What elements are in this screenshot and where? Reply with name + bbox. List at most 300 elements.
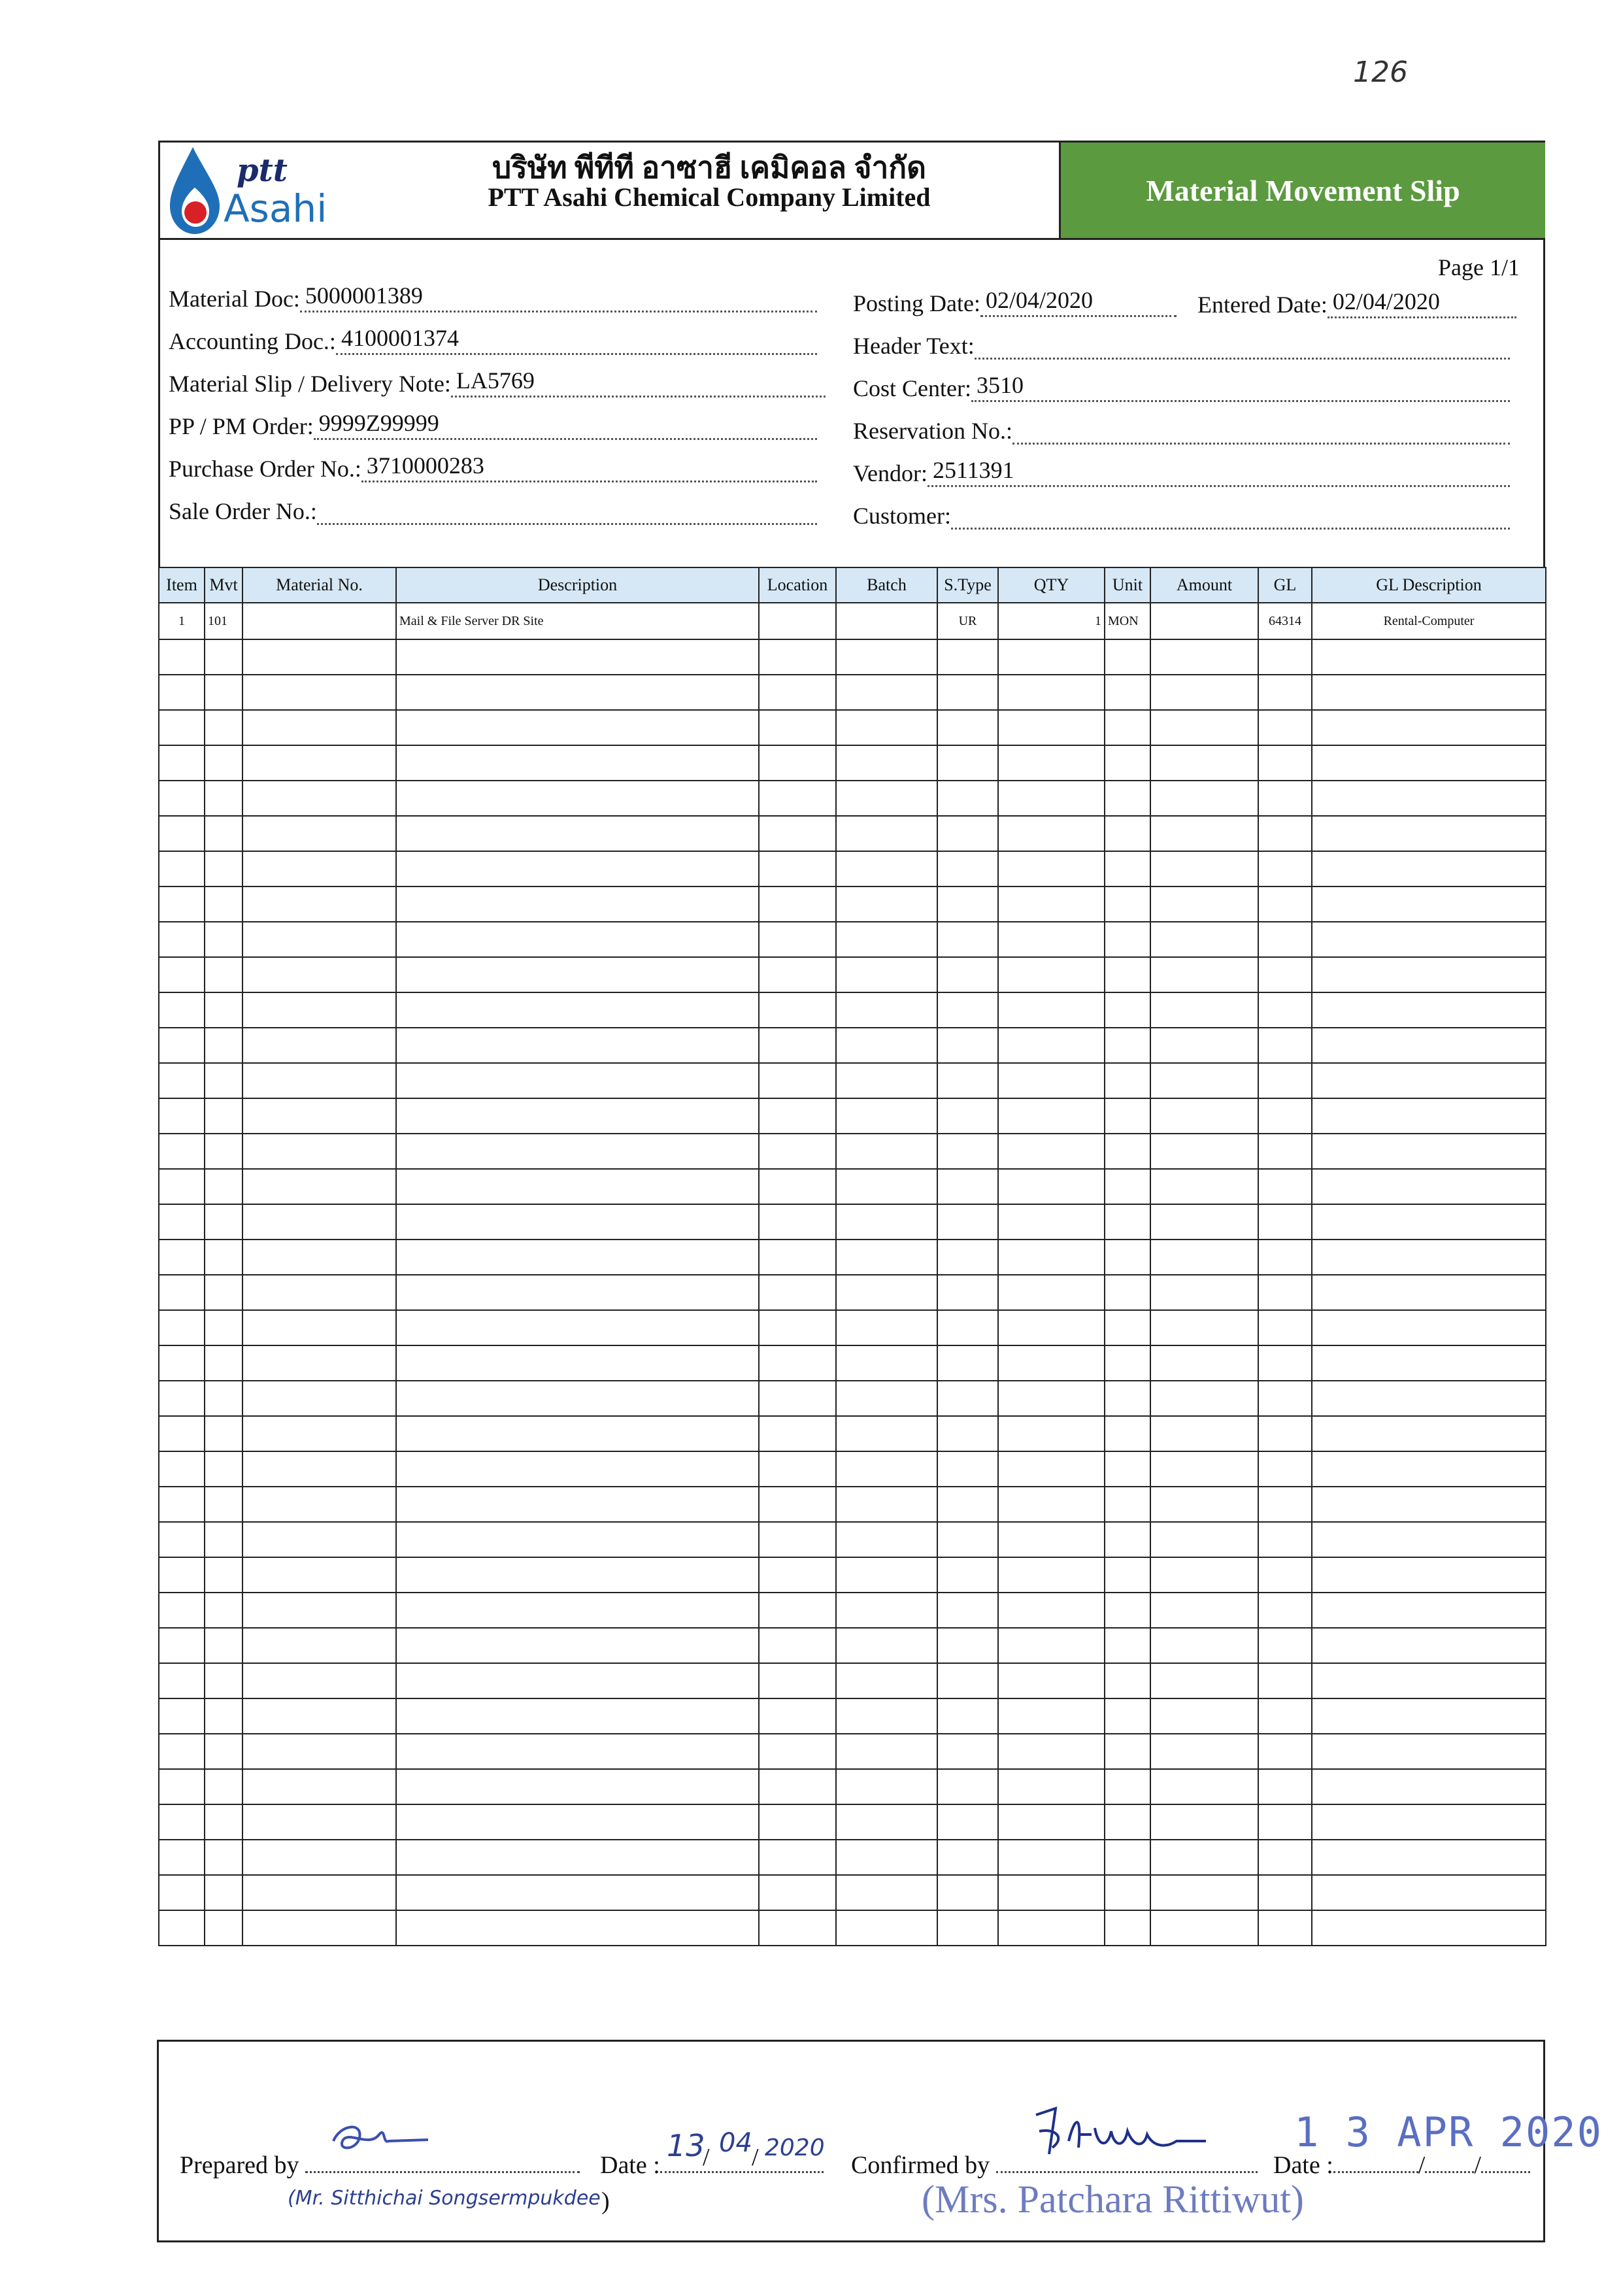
vendor-field: Vendor: 2511391 bbox=[853, 454, 1510, 487]
table-cell bbox=[396, 851, 759, 886]
table-cell bbox=[205, 1134, 242, 1169]
table-cell bbox=[759, 710, 836, 745]
table-cell bbox=[759, 1204, 836, 1240]
table-header-row bbox=[159, 567, 1546, 603]
table-cell bbox=[836, 1628, 937, 1663]
purchase-order-field: Purchase Order No.: 3710000283 bbox=[169, 450, 817, 482]
table-row bbox=[159, 1698, 1546, 1734]
table-cell bbox=[159, 1204, 205, 1240]
table-cell bbox=[937, 1804, 998, 1840]
table-cell bbox=[1150, 639, 1258, 675]
table-cell bbox=[937, 1910, 998, 1946]
table-cell bbox=[998, 1557, 1105, 1593]
table-cell bbox=[759, 1487, 836, 1522]
table-cell bbox=[1258, 1345, 1312, 1381]
table-cell bbox=[1150, 1875, 1258, 1910]
table-cell bbox=[205, 957, 242, 992]
table-cell bbox=[1258, 1240, 1312, 1275]
table-cell bbox=[937, 1098, 998, 1134]
table-row bbox=[159, 1204, 1546, 1240]
col-unit: Unit bbox=[1105, 567, 1150, 603]
table-cell bbox=[1312, 1345, 1546, 1381]
table-cell bbox=[396, 675, 759, 710]
table-cell bbox=[1258, 1522, 1312, 1557]
table-cell bbox=[836, 992, 937, 1028]
table-cell bbox=[1105, 992, 1150, 1028]
table-cell bbox=[1150, 1593, 1258, 1628]
table-cell bbox=[836, 957, 937, 992]
table-cell bbox=[396, 1310, 759, 1345]
table-cell bbox=[1150, 1840, 1258, 1875]
table-row bbox=[159, 1628, 1546, 1663]
table-cell bbox=[159, 1416, 205, 1451]
col-batch: Batch bbox=[836, 567, 937, 603]
prepared-date-month: 04 bbox=[719, 2128, 752, 2158]
table-cell bbox=[1258, 1381, 1312, 1416]
table-cell bbox=[998, 1381, 1105, 1416]
table-cell bbox=[396, 922, 759, 957]
table-row bbox=[159, 1169, 1546, 1204]
table-cell bbox=[205, 1275, 242, 1310]
delivery-note-field: Material Slip / Delivery Note: LA5769 bbox=[169, 365, 826, 397]
table-cell bbox=[998, 1593, 1105, 1628]
table-cell bbox=[396, 781, 759, 816]
table-cell bbox=[1105, 1134, 1150, 1169]
table-cell bbox=[242, 745, 396, 781]
table-cell bbox=[1258, 745, 1312, 781]
table-cell bbox=[1312, 1169, 1546, 1204]
prepared-by-label: Prepared by bbox=[180, 2152, 306, 2179]
header-text-field: Header Text: bbox=[853, 327, 1510, 360]
table-cell bbox=[759, 1910, 836, 1946]
table-cell bbox=[242, 1134, 396, 1169]
table-cell bbox=[1312, 851, 1546, 886]
table-cell bbox=[1105, 1240, 1150, 1275]
table-cell bbox=[1312, 957, 1546, 992]
table-cell bbox=[759, 1840, 836, 1875]
table-cell bbox=[205, 1698, 242, 1734]
table-cell bbox=[396, 745, 759, 781]
table-cell bbox=[1258, 1593, 1312, 1628]
table-cell bbox=[998, 851, 1105, 886]
col-gl-description: GL Description bbox=[1312, 567, 1546, 603]
table-row bbox=[159, 1098, 1546, 1134]
table-cell bbox=[242, 1628, 396, 1663]
table-cell bbox=[1312, 1487, 1546, 1522]
table-cell bbox=[1312, 1416, 1546, 1451]
table-cell bbox=[159, 1804, 205, 1840]
table-cell bbox=[836, 1028, 937, 1063]
table-cell bbox=[998, 745, 1105, 781]
table-row bbox=[159, 1275, 1546, 1310]
table-cell bbox=[1312, 1557, 1546, 1593]
table-cell bbox=[205, 1593, 242, 1628]
table-cell bbox=[1150, 851, 1258, 886]
table-cell bbox=[396, 1134, 759, 1169]
table-cell bbox=[998, 1345, 1105, 1381]
table-cell bbox=[396, 1487, 759, 1522]
table-cell bbox=[836, 1910, 937, 1946]
table-cell bbox=[1150, 1275, 1258, 1310]
cell-amount bbox=[1150, 603, 1258, 639]
table-cell bbox=[1105, 1875, 1150, 1910]
table-cell bbox=[998, 1098, 1105, 1134]
cell-item: 1 bbox=[159, 603, 205, 639]
table-cell bbox=[937, 1487, 998, 1522]
table-cell bbox=[242, 1593, 396, 1628]
table-cell bbox=[1258, 1875, 1312, 1910]
table-cell bbox=[1312, 1734, 1546, 1769]
table-cell bbox=[1150, 1522, 1258, 1557]
table-cell bbox=[1150, 922, 1258, 957]
table-cell bbox=[205, 1310, 242, 1345]
table-cell bbox=[159, 1840, 205, 1875]
table-cell bbox=[998, 1134, 1105, 1169]
table-cell bbox=[205, 1451, 242, 1487]
table-row bbox=[159, 1522, 1546, 1557]
table-cell bbox=[159, 1698, 205, 1734]
table-cell bbox=[759, 1381, 836, 1416]
table-cell bbox=[159, 1345, 205, 1381]
table-cell bbox=[759, 816, 836, 851]
table-row bbox=[159, 1840, 1546, 1875]
reservation-field: Reservation No.: bbox=[853, 412, 1510, 445]
table-cell bbox=[159, 1134, 205, 1169]
table-cell bbox=[998, 1910, 1105, 1946]
table-row bbox=[159, 1769, 1546, 1804]
table-cell bbox=[836, 1840, 937, 1875]
table-cell bbox=[937, 1134, 998, 1169]
table-cell bbox=[242, 1663, 396, 1698]
table-cell bbox=[159, 816, 205, 851]
table-row bbox=[159, 1451, 1546, 1487]
slip-title: Material Movement Slip bbox=[1059, 143, 1545, 238]
table-cell bbox=[1150, 1381, 1258, 1416]
table-cell bbox=[937, 1875, 998, 1910]
table-cell bbox=[1105, 639, 1150, 675]
table-cell bbox=[1105, 1557, 1150, 1593]
table-cell bbox=[159, 1557, 205, 1593]
table-cell bbox=[396, 1063, 759, 1098]
table-cell bbox=[836, 1451, 937, 1487]
table-cell bbox=[159, 1910, 205, 1946]
table-cell bbox=[1105, 1169, 1150, 1204]
table-cell bbox=[998, 1310, 1105, 1345]
table-cell bbox=[1312, 675, 1546, 710]
table-cell bbox=[205, 922, 242, 957]
col-description: Description bbox=[396, 567, 759, 603]
table-cell bbox=[937, 1416, 998, 1451]
table-cell bbox=[998, 639, 1105, 675]
pm-order-field: PP / PM Order: 9999Z99999 bbox=[169, 407, 817, 440]
table-cell bbox=[759, 1240, 836, 1275]
table-cell bbox=[759, 1663, 836, 1698]
table-row bbox=[159, 1416, 1546, 1451]
table-cell bbox=[1150, 710, 1258, 745]
table-cell bbox=[1258, 816, 1312, 851]
table-cell bbox=[998, 1169, 1105, 1204]
table-cell bbox=[1150, 1910, 1258, 1946]
table-cell bbox=[1258, 1698, 1312, 1734]
table-cell bbox=[937, 816, 998, 851]
table-row bbox=[159, 922, 1546, 957]
table-cell bbox=[998, 1734, 1105, 1769]
table-cell bbox=[759, 1451, 836, 1487]
table-cell bbox=[759, 1875, 836, 1910]
table-cell bbox=[1150, 1451, 1258, 1487]
table-cell bbox=[205, 1204, 242, 1240]
table-cell bbox=[937, 1240, 998, 1275]
table-cell bbox=[759, 1769, 836, 1804]
table-cell bbox=[1312, 1910, 1546, 1946]
table-cell bbox=[159, 781, 205, 816]
col-qty: QTY bbox=[998, 567, 1105, 603]
cell-gl: 64314 bbox=[1258, 603, 1312, 639]
table-cell bbox=[937, 745, 998, 781]
table-cell bbox=[1150, 1769, 1258, 1804]
table-cell bbox=[836, 1804, 937, 1840]
table-row bbox=[159, 639, 1546, 675]
table-cell bbox=[159, 1310, 205, 1345]
preparer-close: ) bbox=[601, 2187, 610, 2215]
items-table bbox=[158, 567, 1546, 1946]
table-cell bbox=[836, 1416, 937, 1451]
table-cell bbox=[998, 1769, 1105, 1804]
table-cell bbox=[242, 1698, 396, 1734]
table-cell bbox=[1150, 1416, 1258, 1451]
table-cell bbox=[937, 957, 998, 992]
table-cell bbox=[998, 1628, 1105, 1663]
table-cell bbox=[836, 1522, 937, 1557]
table-cell bbox=[396, 1345, 759, 1381]
table-cell bbox=[205, 1628, 242, 1663]
table-row bbox=[159, 675, 1546, 710]
preparer-signature-icon bbox=[324, 2115, 435, 2161]
table-row bbox=[159, 1381, 1546, 1416]
table-cell bbox=[1258, 957, 1312, 992]
table-cell bbox=[836, 1734, 937, 1769]
table-cell bbox=[159, 675, 205, 710]
table-cell bbox=[242, 1451, 396, 1487]
table-cell bbox=[1312, 1381, 1546, 1416]
col-mvt: Mvt bbox=[205, 567, 242, 603]
table-cell bbox=[998, 1875, 1105, 1910]
table-cell bbox=[242, 1840, 396, 1875]
table-cell bbox=[242, 1734, 396, 1769]
table-cell bbox=[159, 1522, 205, 1557]
table-cell bbox=[836, 710, 937, 745]
table-cell bbox=[1312, 886, 1546, 922]
accounting-doc-field: Accounting Doc.: 4100001374 bbox=[169, 322, 817, 355]
table-cell bbox=[937, 1345, 998, 1381]
table-cell bbox=[759, 1628, 836, 1663]
table-cell bbox=[1258, 781, 1312, 816]
table-cell bbox=[1105, 1416, 1150, 1451]
table-cell bbox=[1105, 1451, 1150, 1487]
table-cell bbox=[1312, 1769, 1546, 1804]
table-cell bbox=[1105, 851, 1150, 886]
table-cell bbox=[1105, 781, 1150, 816]
table-cell bbox=[205, 1028, 242, 1063]
table-cell bbox=[836, 1345, 937, 1381]
table-cell bbox=[1312, 1310, 1546, 1345]
table-cell bbox=[1150, 957, 1258, 992]
date-label-2: Date : bbox=[1273, 2152, 1333, 2179]
table-cell bbox=[1258, 1134, 1312, 1169]
cell-mvt: 101 bbox=[205, 603, 242, 639]
table-cell bbox=[937, 851, 998, 886]
date-stamp: 1 3 APR 2020 bbox=[1294, 2108, 1603, 2156]
table-row bbox=[159, 1663, 1546, 1698]
table-cell bbox=[836, 1769, 937, 1804]
table-cell bbox=[1312, 710, 1546, 745]
table-row bbox=[159, 1063, 1546, 1098]
table-cell bbox=[159, 710, 205, 745]
table-cell bbox=[396, 1557, 759, 1593]
table-cell bbox=[1258, 1416, 1312, 1451]
table-cell bbox=[836, 1487, 937, 1522]
table-cell bbox=[1150, 1487, 1258, 1522]
table-cell bbox=[1105, 922, 1150, 957]
table-cell bbox=[396, 957, 759, 992]
table-cell bbox=[1150, 816, 1258, 851]
table-cell bbox=[396, 1734, 759, 1769]
table-cell bbox=[1312, 816, 1546, 851]
table-cell bbox=[1105, 1910, 1150, 1946]
table-cell bbox=[242, 1310, 396, 1345]
table-row bbox=[159, 710, 1546, 745]
table-cell bbox=[1312, 1698, 1546, 1734]
logo-ptt-text: ptt bbox=[237, 152, 288, 189]
table-cell bbox=[1258, 992, 1312, 1028]
table-cell bbox=[242, 992, 396, 1028]
table-row bbox=[159, 1310, 1546, 1345]
table-cell bbox=[1312, 781, 1546, 816]
table-cell bbox=[836, 1698, 937, 1734]
table-row bbox=[159, 816, 1546, 851]
table-cell bbox=[759, 745, 836, 781]
table-row bbox=[159, 992, 1546, 1028]
table-cell bbox=[1258, 1769, 1312, 1804]
sale-order-field: Sale Order No.: bbox=[169, 492, 817, 525]
table-row bbox=[159, 957, 1546, 992]
table-cell bbox=[1312, 1098, 1546, 1134]
table-cell bbox=[1312, 1840, 1546, 1875]
confirmed-by-label: Confirmed by bbox=[851, 2152, 996, 2179]
table-cell bbox=[1105, 816, 1150, 851]
date-label-1: Date : bbox=[600, 2152, 660, 2179]
table-cell bbox=[1312, 1028, 1546, 1063]
table-cell bbox=[836, 886, 937, 922]
table-cell bbox=[1105, 1804, 1150, 1840]
table-cell bbox=[836, 639, 937, 675]
table-cell bbox=[937, 1028, 998, 1063]
table-cell bbox=[242, 886, 396, 922]
cell-qty: 1 bbox=[998, 603, 1105, 639]
table-cell bbox=[1312, 1804, 1546, 1840]
table-cell bbox=[159, 992, 205, 1028]
table-cell bbox=[937, 886, 998, 922]
table-cell bbox=[1258, 1204, 1312, 1240]
table-cell bbox=[1312, 922, 1546, 957]
table-row bbox=[159, 1910, 1546, 1946]
table-cell bbox=[242, 922, 396, 957]
entered-date-field: Entered Date: 02/04/2020 bbox=[1197, 286, 1516, 318]
table-cell bbox=[242, 1098, 396, 1134]
table-cell bbox=[396, 1769, 759, 1804]
table-cell bbox=[937, 1169, 998, 1204]
logo-asahi-text: Asahi bbox=[224, 186, 327, 231]
table-cell bbox=[205, 745, 242, 781]
table-cell bbox=[937, 1063, 998, 1098]
page-annotation: 126 bbox=[1353, 56, 1408, 89]
table-cell bbox=[159, 1169, 205, 1204]
table-cell bbox=[1150, 1698, 1258, 1734]
table-cell bbox=[937, 1204, 998, 1240]
table-cell bbox=[1258, 1557, 1312, 1593]
table-cell bbox=[1312, 1875, 1546, 1910]
table-row bbox=[159, 1875, 1546, 1910]
table-cell bbox=[759, 1557, 836, 1593]
table-cell bbox=[836, 1381, 937, 1416]
cell-description: Mail & File Server DR Site bbox=[396, 603, 759, 639]
table-cell bbox=[159, 1593, 205, 1628]
table-cell bbox=[205, 1169, 242, 1204]
table-cell bbox=[159, 1628, 205, 1663]
table-cell bbox=[1258, 1451, 1312, 1487]
table-cell bbox=[396, 1204, 759, 1240]
cell-location bbox=[759, 603, 836, 639]
table-cell bbox=[1150, 1169, 1258, 1204]
table-cell bbox=[1105, 957, 1150, 992]
table-cell bbox=[396, 1416, 759, 1451]
table-cell bbox=[836, 1875, 937, 1910]
customer-field: Customer: bbox=[853, 497, 1510, 530]
table-cell bbox=[836, 1063, 937, 1098]
table-cell bbox=[1258, 1169, 1312, 1204]
table-cell bbox=[937, 710, 998, 745]
table-cell bbox=[396, 1628, 759, 1663]
table-cell bbox=[998, 1840, 1105, 1875]
table-cell bbox=[937, 1275, 998, 1310]
table-cell bbox=[396, 1240, 759, 1275]
table-cell bbox=[205, 1734, 242, 1769]
table-cell bbox=[1312, 1451, 1546, 1487]
cell-material-no bbox=[242, 603, 396, 639]
table-cell bbox=[1150, 1240, 1258, 1275]
table-cell bbox=[242, 1028, 396, 1063]
table-cell bbox=[205, 1910, 242, 1946]
table-cell bbox=[1150, 1134, 1258, 1169]
table-cell bbox=[159, 1487, 205, 1522]
date-slash-1: / bbox=[703, 2144, 710, 2171]
table-cell bbox=[242, 1275, 396, 1310]
table-cell bbox=[1312, 1204, 1546, 1240]
table-cell bbox=[759, 1522, 836, 1557]
table-cell bbox=[242, 639, 396, 675]
table-cell bbox=[242, 1204, 396, 1240]
table-cell bbox=[1150, 1204, 1258, 1240]
table-cell bbox=[759, 957, 836, 992]
table-cell bbox=[937, 781, 998, 816]
table-cell bbox=[242, 851, 396, 886]
table-row bbox=[159, 886, 1546, 922]
table-cell bbox=[159, 1381, 205, 1416]
table-cell bbox=[1258, 710, 1312, 745]
table-cell bbox=[937, 992, 998, 1028]
table-cell bbox=[759, 1028, 836, 1063]
table-cell bbox=[242, 781, 396, 816]
